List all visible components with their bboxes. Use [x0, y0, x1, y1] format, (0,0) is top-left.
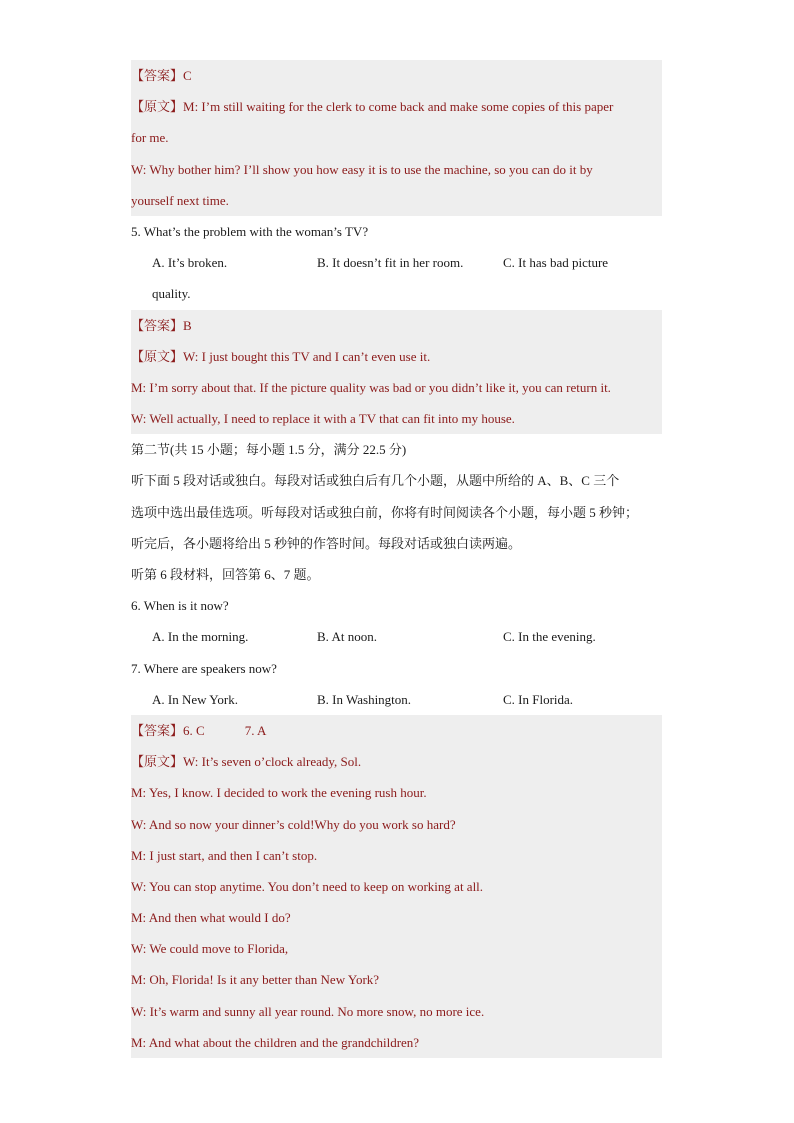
transcript-line: M: Yes, I know. I decided to work the evening rush hour. [131, 777, 662, 808]
transcript-line: W: Well actually, I need to replace it with a TV that can fit into my house. [131, 403, 662, 434]
transcript-line [131, 746, 662, 777]
transcript-line: M: And what about the children and the grandchildren? [131, 1027, 662, 1058]
transcript-line [131, 341, 662, 372]
transcript-line: W: It’s warm and sunny all year round. No more snow, no more ice. [131, 996, 662, 1027]
question-7: 7. Where are speakers now? [131, 660, 277, 676]
transcript-line: M: And then what would I do? [131, 902, 662, 933]
transcript-line: W: Why bother him? I’ll show you how easy it is to use the machine, so you can do it by [131, 154, 662, 185]
answer-value: B [183, 317, 192, 333]
answer-line [131, 60, 662, 91]
question-6-options [131, 621, 662, 652]
transcript-line: W: You can stop anytime. You don’t need to keep on working at all. [131, 871, 662, 902]
transcript-text: W: It’s seven o’clock already, Sol. [183, 754, 362, 770]
transcript-tag: 【原文】 [131, 754, 184, 770]
answer-line [131, 310, 662, 341]
option-a: A. In New York. [152, 691, 238, 707]
option-a: A. It’s broken. [152, 255, 228, 271]
option-b: B. At noon. [317, 629, 377, 645]
transcript-line: M: I’m sorry about that. If the picture quality was bad or you didn’t like it, you can return it. [131, 372, 662, 403]
option-b: B. It doesn’t fit in her room. [317, 255, 464, 271]
transcript-line: M: Oh, Florida! Is it any better than New York? [131, 964, 662, 995]
section-heading: 第二节(共 15 小题；每小题 1.5 分，满分 22.5 分) [131, 442, 407, 458]
answer-tag: 【答案】 [131, 317, 184, 333]
transcript-line: for me. [131, 122, 662, 153]
transcript-line: W: We could move to Florida, [131, 933, 662, 964]
option-c: C. In the evening. [503, 629, 596, 645]
instructions-line: 听完后，各小题将给出 5 秒钟的作答时间。每段对话或独白读两遍。 [131, 535, 522, 551]
question-7-options [131, 684, 662, 715]
transcript-text: M: I’m still waiting for the clerk to come back and make some copies of this paper [183, 99, 614, 115]
instructions-line: 选项中选出最佳选项。听每段对话或独白前，你将有时间阅读各个小题，每小题 5 秒钟； [131, 504, 639, 520]
question-5-options [131, 247, 662, 278]
answer-value-7: 7. A [244, 722, 267, 738]
transcript-text: W: I just bought this TV and I can’t even use it. [183, 348, 431, 364]
transcript-line: M: I just start, and then I can’t stop. [131, 840, 662, 871]
transcript-line: W: And so now your dinner’s cold!Why do you work so hard? [131, 809, 662, 840]
option-b: B. In Washington. [317, 691, 412, 707]
material-heading: 听第 6 段材料，回答第 6、7 题。 [131, 567, 320, 582]
transcript-line [131, 91, 662, 122]
document-content [131, 60, 662, 1058]
instructions-line: 听下面 5 段对话或独白。每段对话或独白后有几个小题，从题中所给的 A、B、C 三个 [131, 473, 620, 489]
option-c: C. It has bad picture [503, 255, 609, 271]
option-c: C. In Florida. [503, 691, 574, 707]
answer-value: C [183, 68, 192, 83]
transcript-line: yourself next time. [131, 185, 662, 216]
answer-tag: 【答案】 [131, 722, 184, 738]
answer-tag: 【答案】 [131, 68, 184, 83]
option-c-continuation: quality. [152, 286, 191, 302]
option-a: A. In the morning. [152, 629, 249, 645]
answer-value-6: 6. C [183, 722, 205, 738]
transcript-tag: 【原文】 [131, 99, 184, 115]
question-5: 5. What’s the problem with the woman’s TV? [131, 223, 369, 239]
answer-line [131, 715, 662, 746]
question-6: 6. When is it now? [131, 598, 229, 614]
transcript-tag: 【原文】 [131, 348, 184, 364]
